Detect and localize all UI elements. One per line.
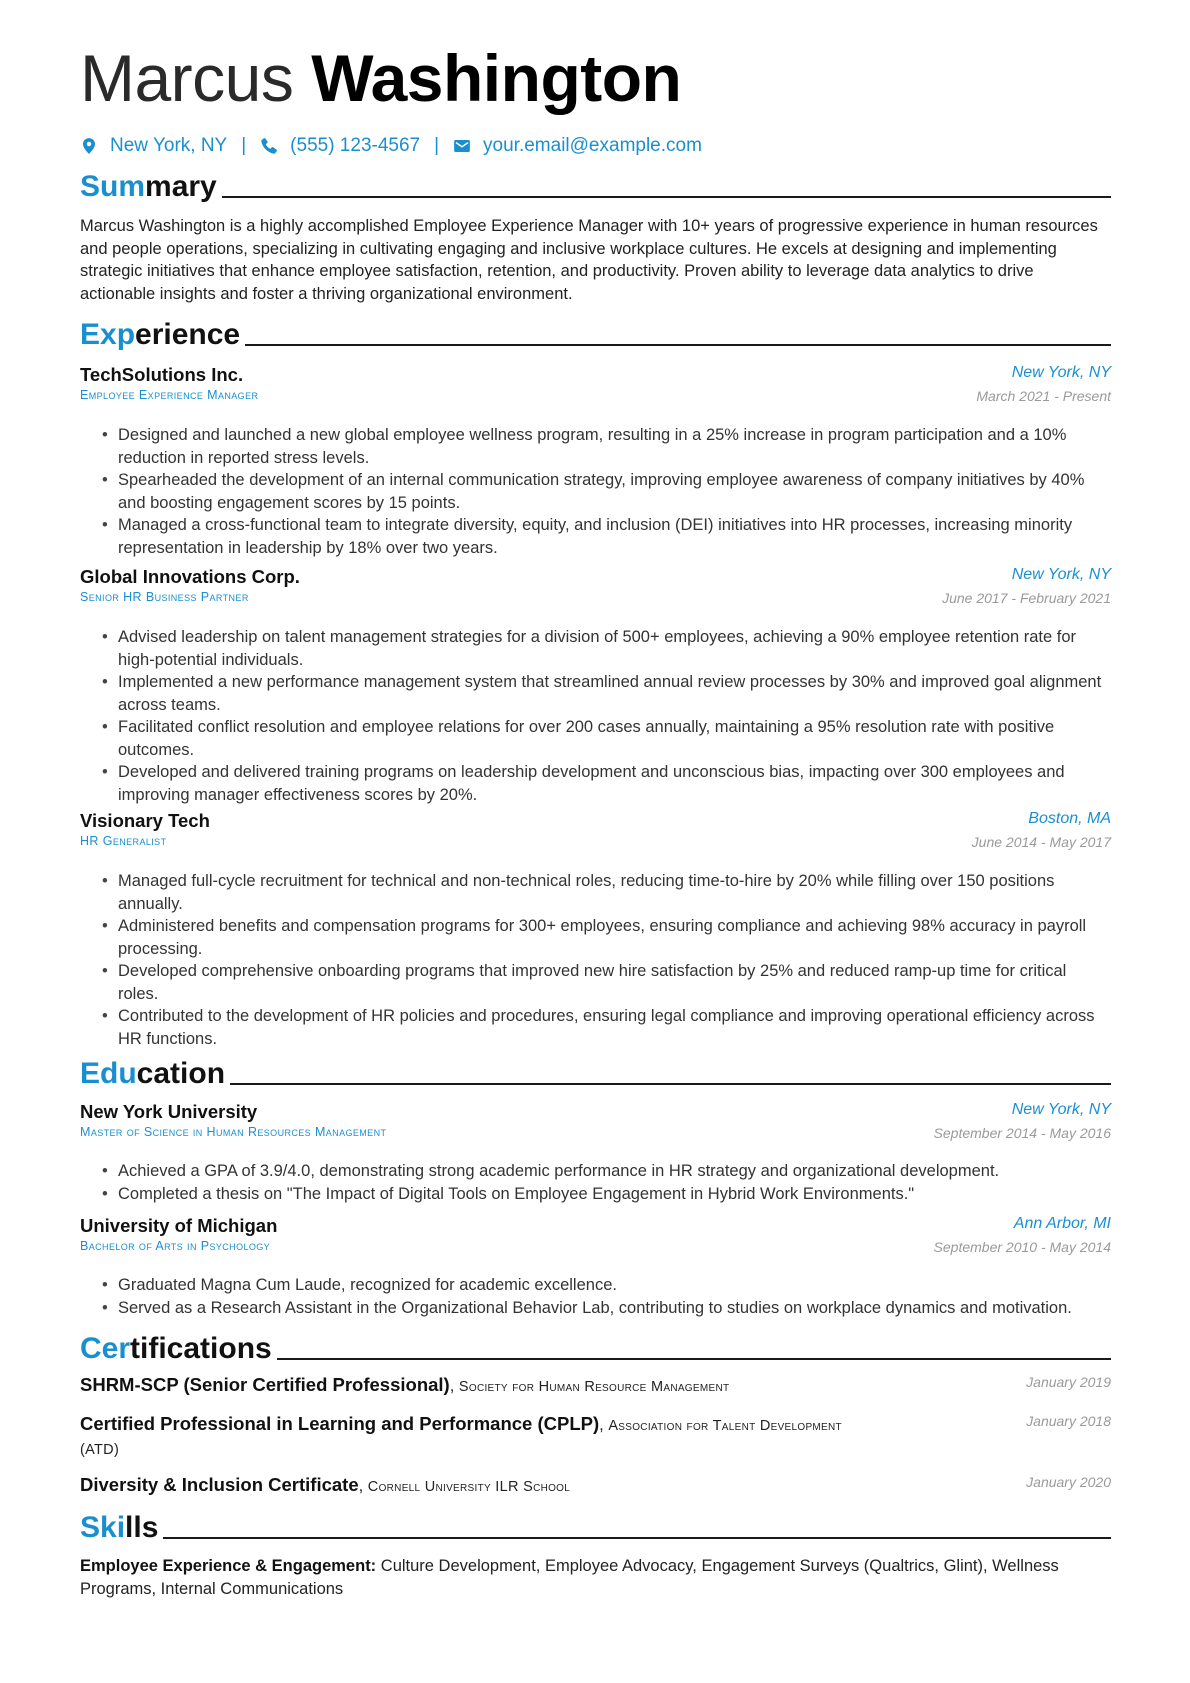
section-rule bbox=[245, 344, 1111, 346]
last-name: Washington bbox=[311, 41, 682, 115]
contact-separator: | bbox=[434, 135, 440, 156]
heading-rest: erience bbox=[135, 318, 241, 351]
company-name: Visionary Tech bbox=[80, 810, 210, 831]
certification-item: Certified Professional in Learning and Performance (CPLP), Association for Talent Development (ATD) January 2018 bbox=[80, 1413, 1111, 1458]
heading-rest: cation bbox=[136, 1057, 226, 1090]
bullet-item: • Contributed to the development of HR policies and procedures, ensuring legal compliance and improving operational efficiency across HR functions. bbox=[80, 1005, 1111, 1050]
experience-bullets bbox=[80, 424, 1111, 559]
heading-accent: Ski bbox=[80, 1511, 126, 1544]
education-dates: September 2010 - May 2014 bbox=[933, 1239, 1111, 1255]
section-rule bbox=[222, 196, 1111, 198]
certification-item: SHRM-SCP (Senior Certified Professional), Society for Human Resource Management January 2019 bbox=[80, 1374, 1111, 1395]
certification-issuer: Cornell University ILR School bbox=[367, 1479, 571, 1495]
bullet-item: • Facilitated conflict resolution and employee relations for over 200 cases annually, maintaining a 95% resolution rate with positive outcomes. bbox=[80, 716, 1111, 761]
heading-rest: tifications bbox=[130, 1332, 272, 1365]
contact-separator: | bbox=[241, 135, 247, 156]
heading-rest: mary bbox=[145, 170, 217, 203]
section-rule bbox=[277, 1358, 1111, 1360]
section-rule bbox=[163, 1537, 1111, 1539]
bullet-item: • Achieved a GPA of 3.9/4.0, demonstrating strong academic performance in HR strategy and organizational development. bbox=[80, 1160, 1111, 1183]
bullet-item: • Served as a Research Assistant in the Organizational Behavior Lab, contributing to studies on workplace dynamics and motivation. bbox=[80, 1297, 1111, 1320]
job-title: Employee Experience Manager bbox=[80, 388, 259, 402]
section-heading-education bbox=[80, 1052, 1111, 1092]
contact-phone: (555) 123-4567 bbox=[290, 135, 421, 156]
section-heading-certifications bbox=[80, 1327, 1111, 1367]
bullet-item: • Managed full-cycle recruitment for technical and non-technical roles, reducing time-to-hire by 20% while filling over 150 positions annually. bbox=[80, 870, 1111, 915]
bullet-item: • Completed a thesis on "The Impact of Digital Tools on Employee Engagement in Hybrid Work Environments." bbox=[80, 1183, 1111, 1206]
bullet-item: • Designed and launched a new global employee wellness program, resulting in a 25% increase in program participation and a 10% reduction in reported stress levels. bbox=[80, 424, 1111, 469]
heading-accent: Sum bbox=[80, 170, 146, 203]
company-name: Global Innovations Corp. bbox=[80, 566, 300, 587]
job-title: Senior HR Business Partner bbox=[80, 590, 249, 604]
degree: Master of Science in Human Resources Management bbox=[80, 1125, 387, 1139]
company-name: TechSolutions Inc. bbox=[80, 364, 244, 385]
section-heading-summary bbox=[80, 165, 1111, 205]
experience-bullets bbox=[80, 870, 1111, 1050]
bullet-item: • Implemented a new performance management system that streamlined annual review processes by 30% and improved goal alignment across teams. bbox=[80, 671, 1111, 716]
section-heading-skills bbox=[80, 1506, 1111, 1546]
heading-rest: lls bbox=[125, 1511, 159, 1544]
contact-location: New York, NY bbox=[110, 135, 228, 156]
certification-item: Diversity & Inclusion Certificate, Cornell University ILR School January 2020 bbox=[80, 1474, 1111, 1495]
phone-icon bbox=[260, 137, 278, 155]
contact-email-link[interactable]: your.email@example.com bbox=[483, 135, 702, 156]
education-bullets bbox=[80, 1274, 1111, 1319]
certification-issuer: Society for Human Resource Management bbox=[458, 1379, 730, 1395]
bullet-item: • Managed a cross-functional team to integrate diversity, equity, and inclusion (DEI) initiatives into HR processes, increasing minority representation in leadership by 18% over two years. bbox=[80, 514, 1111, 559]
certification-date: January 2019 bbox=[1026, 1374, 1111, 1390]
job-location: New York, NY bbox=[1011, 364, 1111, 381]
skills-row bbox=[80, 1555, 1111, 1600]
certification-date: January 2020 bbox=[1026, 1474, 1111, 1490]
job-location: Boston, MA bbox=[1028, 810, 1111, 827]
job-dates: June 2014 - May 2017 bbox=[971, 834, 1111, 850]
school-location: Ann Arbor, MI bbox=[1013, 1215, 1111, 1232]
job-dates: June 2017 - February 2021 bbox=[942, 590, 1111, 606]
job-dates: March 2021 - Present bbox=[976, 388, 1111, 404]
bullet-item: • Developed and delivered training programs on leadership development and unconscious bias, impacting over 300 employees and improving manager effectiveness scores by 20%. bbox=[80, 761, 1111, 806]
candidate-name bbox=[80, 38, 681, 118]
heading-accent: Edu bbox=[80, 1057, 137, 1090]
certification-name: Diversity & Inclusion Certificate bbox=[80, 1474, 359, 1495]
bullet-item: • Advised leadership on talent management strategies for a division of 500+ employees, achieving a 90% employee retention rate for high-potential individuals. bbox=[80, 626, 1111, 671]
contact-bar bbox=[80, 133, 702, 159]
job-title: HR Generalist bbox=[80, 834, 167, 848]
bullet-item: • Administered benefits and compensation programs for 300+ employees, ensuring compliance and achieving 98% accuracy in payroll processing. bbox=[80, 915, 1111, 960]
school-name: New York University bbox=[80, 1101, 258, 1122]
heading-accent: Exp bbox=[80, 318, 136, 351]
bullet-item: • Developed comprehensive onboarding programs that improved new hire satisfaction by 25% and reduced ramp-up time for critical roles. bbox=[80, 960, 1111, 1005]
education-dates: September 2014 - May 2016 bbox=[933, 1125, 1111, 1141]
education-bullets bbox=[80, 1160, 1111, 1205]
bullet-item: • Spearheaded the development of an internal communication strategy, improving employee awareness of company initiatives by 40% and boosting engagement scores by 15 points. bbox=[80, 469, 1111, 514]
certification-date: January 2018 bbox=[1026, 1413, 1111, 1429]
section-heading-experience bbox=[80, 313, 1111, 353]
summary-text: Marcus Washington is a highly accomplished Employee Experience Manager with 10+ years of progressive experience in human resources and people operations, specializing in cultivating engaging and inclusive workplace cultures. He excels at designing and implementing strategic initiatives that enhance employee satisfaction, retention, and productivity. Proven ability to leverage data analytics to drive actionable insights and foster a thriving organizational environment. bbox=[80, 217, 1098, 303]
certification-issuer: Association for Talent Development (ATD) bbox=[80, 1418, 842, 1458]
bullet-item: • Graduated Magna Cum Laude, recognized for academic excellence. bbox=[80, 1274, 1111, 1297]
envelope-icon bbox=[453, 137, 471, 155]
degree: Bachelor of Arts in Psychology bbox=[80, 1239, 271, 1253]
certification-name: Certified Professional in Learning and Performance (CPLP) bbox=[80, 1413, 600, 1434]
first-name: Marcus bbox=[80, 41, 294, 115]
heading-accent: Cer bbox=[80, 1332, 131, 1365]
school-location: New York, NY bbox=[1011, 1101, 1111, 1118]
experience-bullets bbox=[80, 626, 1111, 806]
job-location: New York, NY bbox=[1011, 566, 1111, 583]
skill-category: Employee Experience & Engagement: bbox=[80, 1557, 377, 1575]
certification-name: SHRM-SCP (Senior Certified Professional) bbox=[80, 1374, 450, 1395]
section-rule bbox=[230, 1083, 1111, 1085]
skill-items: Culture Development, Employee Advocacy, Engagement Surveys (Qualtrics, Glint), Wellness Programs, Internal Communications bbox=[80, 1557, 1059, 1598]
school-name: University of Michigan bbox=[80, 1215, 278, 1236]
map-pin-icon bbox=[80, 137, 98, 155]
